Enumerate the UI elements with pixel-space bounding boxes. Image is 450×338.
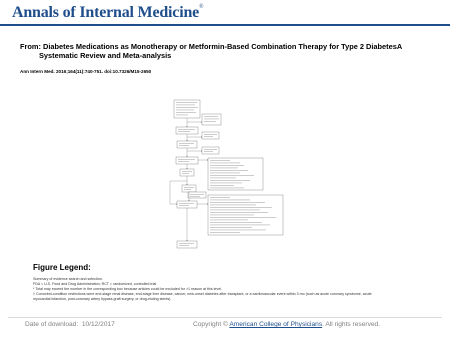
figure-legend-line: † Comorbid-condition restrictions were end-stage renal disease, end-stage liver disease, cancer, new-onset diabetes after transplant, or a cardiovascular event within 3 mo (such as acute coronary syndrome, acute xyxy=(33,292,372,296)
article-title-line1: From: Diabetes Medications as Monotherapy or Metformin-Based Combination Therapy for Type 2 DiabetesA xyxy=(20,42,403,51)
figure-legend-line: FDA = U.S. Food and Drug Administration; RCT = randomized, controlled trial. xyxy=(33,282,158,286)
trademark-symbol: ® xyxy=(199,4,204,10)
journal-logo xyxy=(12,4,203,22)
copyright-prefix: Copyright © xyxy=(193,321,228,328)
flow-box-studies-reviewed xyxy=(177,201,197,208)
download-date xyxy=(25,321,115,328)
flow-box-final-included xyxy=(177,241,197,248)
flow-box-records-excluded xyxy=(202,114,221,125)
article-title xyxy=(20,42,440,60)
header-divider xyxy=(0,24,450,26)
flow-box-trials-excluded xyxy=(188,192,206,198)
flow-box-articles-excluded xyxy=(202,147,219,154)
footer-divider xyxy=(8,317,442,318)
flow-box-abstracts-screened xyxy=(176,127,198,134)
flow-box-abstracts-excluded xyxy=(202,132,219,139)
figure-legend-heading: Figure Legend: xyxy=(33,263,91,272)
copyright-notice xyxy=(193,321,380,328)
prisma-flow-diagram xyxy=(160,97,300,253)
copyright-suffix: . All rights reserved. xyxy=(322,321,381,328)
flow-box-included-studies xyxy=(180,169,194,176)
figure-legend-line: myocardial infarction, post-coronary artery bypass graft surgery, or drug-eluting stents). xyxy=(33,297,172,301)
figure-legend-line: Summary of evidence search and selection. xyxy=(33,277,103,281)
flow-box-articles-reviewed xyxy=(177,141,197,148)
publisher-link[interactable]: American College of Physicians xyxy=(229,321,323,328)
article-title-line2: Systematic Review and Meta-analysis xyxy=(39,51,172,60)
flow-box-full-text-retrieved xyxy=(176,157,198,164)
download-date-label: Date of download: xyxy=(25,321,79,328)
download-date-value: 10/12/2017 xyxy=(81,321,115,328)
article-citation: Ann Intern Med. 2016;164(11):740-751. doi:10.7326/M15-2650 xyxy=(20,69,152,74)
flow-box-eligible-trials xyxy=(182,185,196,192)
figure-legend-line: * Total may exceed the number in the corresponding box because articles could be excluded for >1 reason at this level. xyxy=(33,287,223,291)
journal-name: Annals of Internal Medicine xyxy=(12,4,200,21)
